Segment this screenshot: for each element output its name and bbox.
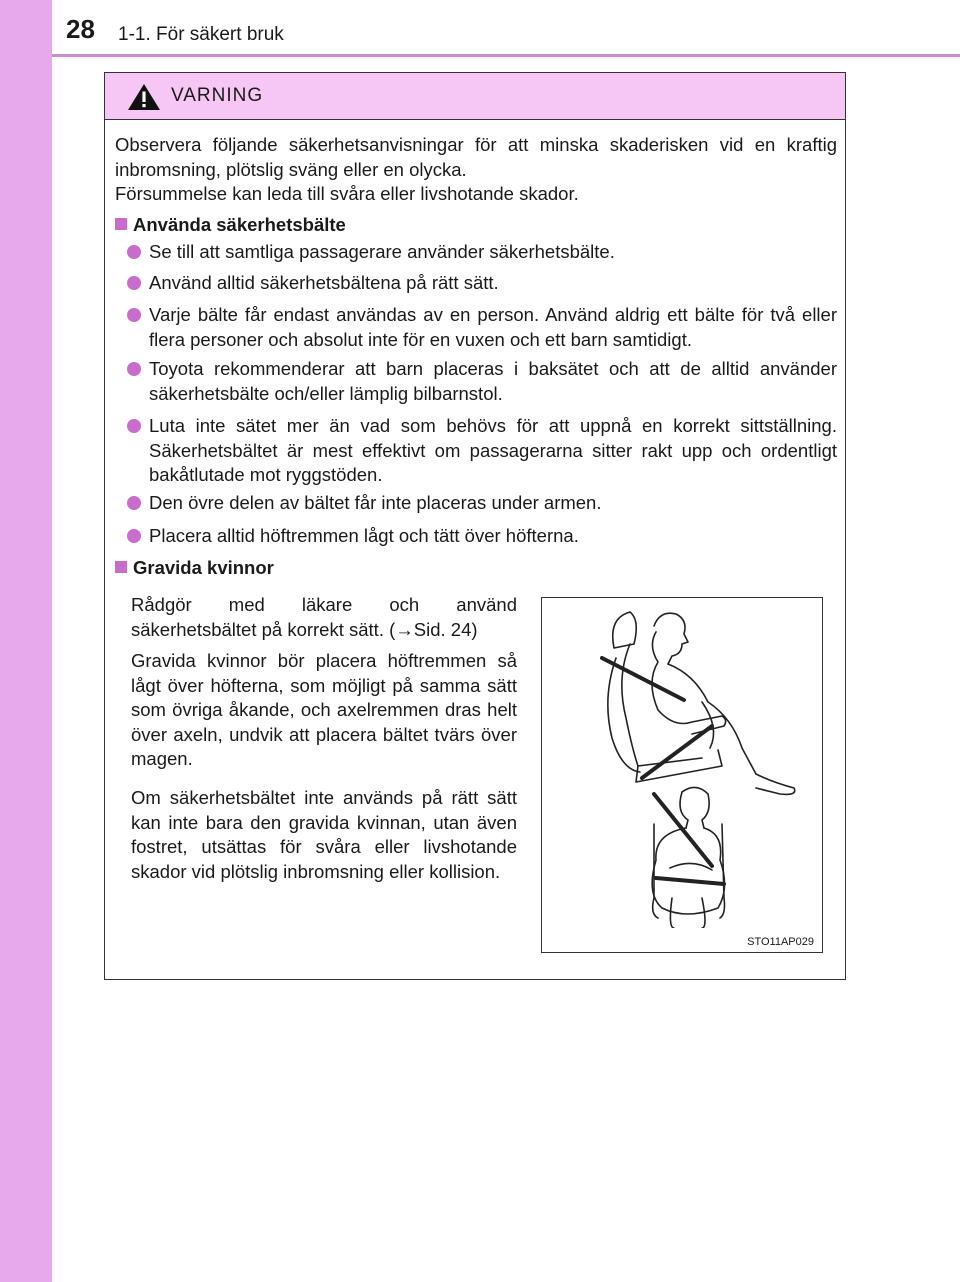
heading-square-icon [115, 561, 127, 573]
warning-header [105, 73, 845, 120]
list-item-text: Varje bälte får endast användas av en person. Använd aldrig ett bälte för två eller flera personer och absolut inte för en vuxen och ett barn samtidigt. [149, 304, 837, 350]
list-item-text: Använd alltid säkerhetsbältena på rätt sätt. [149, 272, 499, 293]
header-divider [52, 54, 960, 57]
bullet-dot-icon [127, 245, 141, 259]
side-tab [0, 0, 52, 1282]
bullet-dot-icon [127, 362, 141, 376]
list-item [149, 524, 837, 549]
list-item-text: Se till att samtliga passagerare använder säkerhetsbälte. [149, 241, 615, 262]
list-item-text: Luta inte sätet mer än vad som behövs för att uppnå en korrekt sittställning. Säkerhetsbältet är mest effektivt om passagerarna sitter rakt upp och ordentligt bakåtlutade mot ryggstöden. [149, 415, 837, 485]
bullet-dot-icon [127, 496, 141, 510]
warning-title: VARNING [171, 85, 264, 106]
section-title: 1-1. För säkert bruk [118, 24, 284, 45]
paragraph: Gravida kvinnor bör placera höftremmen så lågt över höfterna, som möjligt på samma sätt som övriga åkande, och axelremmen dras helt över axeln, undvik att placera bältet tvärs över magen. [131, 650, 517, 769]
paragraph: Rådgör med läkare och använd säkerhetsbältet på korrekt sätt. (→Sid. 24) [131, 594, 517, 640]
bullet-dot-icon [127, 276, 141, 290]
list-item-text: Toyota rekommenderar att barn placeras i baksätet och att de alltid använder säkerhetsbälte och/eller lämplig bilbarnstol. [149, 358, 837, 404]
bullet-dot-icon [127, 529, 141, 543]
section-heading-seatbelt [115, 213, 346, 237]
section-heading-pregnant [115, 556, 274, 580]
bullet-dot-icon [127, 419, 141, 433]
list-item-text: Den övre delen av bältet får inte placeras under armen. [149, 492, 602, 513]
pregnant-woman-illustration [542, 598, 822, 928]
list-item-text: Placera alltid höftremmen lågt och tätt över höfterna. [149, 525, 579, 546]
list-item [149, 271, 837, 296]
page-number: 28 [66, 14, 95, 44]
heading-square-icon [115, 218, 127, 230]
list-item [149, 357, 837, 406]
warning-intro-2: Försummelse kan leda till svåra eller livshotande skador. [115, 183, 579, 204]
warning-triangle-icon [127, 83, 161, 111]
list-item [149, 240, 837, 265]
section-heading-label: Gravida kvinnor [133, 557, 274, 578]
pregnant-seatbelt-illustration [541, 597, 823, 953]
list-item [149, 414, 837, 488]
list-item [149, 303, 837, 352]
section-heading-label: Använda säkerhetsbälte [133, 214, 346, 235]
warning-intro: Observera följande säkerhetsanvisningar för att minska skaderisken vid en kraftig inbromsning, plötslig sväng eller en olycka. [115, 134, 837, 180]
bullet-dot-icon [127, 308, 141, 322]
list-item [149, 491, 837, 516]
figure-code: STO11AP029 [747, 936, 814, 948]
warning-box [104, 72, 846, 980]
paragraph: Om säkerhetsbältet inte används på rätt sätt kan inte bara den gravida kvinnan, utan även fostret, utsättas för svåra eller livshotande skador vid plötslig inbromsning eller kollision. [131, 787, 517, 882]
